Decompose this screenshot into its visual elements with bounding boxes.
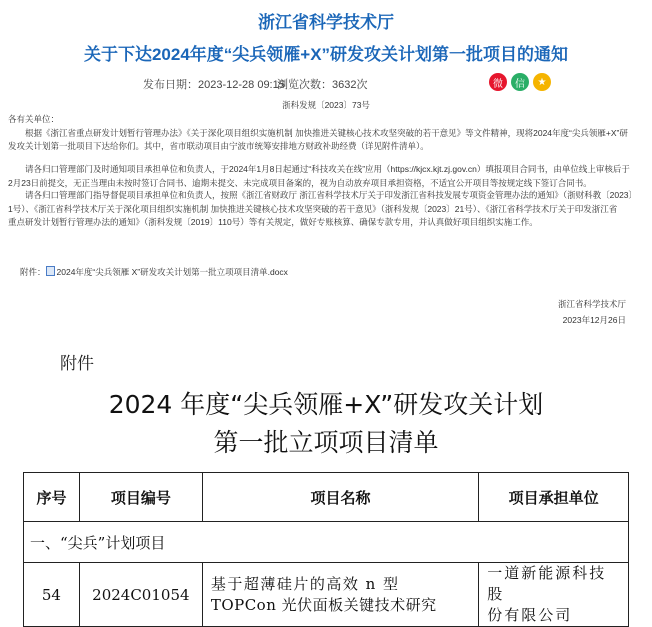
project-name-line-1: 基于超薄硅片的高效 n 型 (210, 574, 400, 593)
paragraph-2: 请各归口管理部门及时通知项目承担单位和负责人，于2024年1月8日起通过“科技攻关在线”应用（https://kjcx.kjt.zj.gov.cn）填报项目合同书，由单位线上审核后于2月23日前提交，无正当理由未按时签订合同书、逾期未提交、未完成项目备案的，视为自动放弃项目承担资格，不适宜公开项目等按规定线下签订合同书。 (8, 164, 630, 188)
publish-value: 2023-12-28 09:15 (198, 79, 285, 91)
publish-label: 发布日期： (143, 79, 198, 91)
project-unit-line-2: 份有限公司 (487, 606, 573, 624)
weibo-share-icon[interactable]: 微 (489, 73, 507, 91)
section-row (24, 522, 629, 563)
project-unit-line-1: 一道新能源科技股 (487, 564, 607, 603)
attachment-heading: 附件 (60, 354, 94, 374)
table-header-row (24, 473, 629, 522)
column-header-name: 项目名称 (202, 473, 478, 522)
row-number: 54 (24, 563, 80, 627)
docx-file-icon (46, 266, 55, 276)
view-count (277, 76, 367, 92)
favorite-icon[interactable]: ★ (533, 73, 551, 91)
attachment-title-line-1: 2024 年度“尖兵领雁+X”研发攻关计划 (108, 390, 544, 419)
section-title: 一、“尖兵”计划项目 (24, 522, 629, 563)
notice-body-intro (8, 113, 634, 154)
attachment-line (20, 266, 288, 278)
project-name (202, 563, 478, 627)
attachment-link[interactable]: 2024年度“尖兵领雁 X”研发攻关计划第一批立项项目清单.docx (56, 267, 288, 277)
paragraph-3-line-1: 请各归口管理部门指导督促项目承担单位和负责人，按照《浙江省财政厅 浙江省科学技术厅关于印发浙江省科技发展专项资金管理办法的通知》（浙财科教〔2023〕 (25, 190, 638, 200)
paragraph-3 (8, 189, 638, 230)
views-value: 3632次 (332, 79, 368, 91)
project-unit (479, 563, 629, 627)
attachment-label: 附件： (20, 267, 46, 277)
page-title: 关于下达2024年度“尖兵领雁+X”研发攻关计划第一批项目的通知 (83, 45, 569, 64)
signature-date: 2023年12月26日 (562, 315, 626, 325)
salutation: 各有关单位： (8, 114, 60, 124)
signature-org: 浙江省科学技术厅 (557, 299, 626, 309)
attachment-title-line-2: 第一批立项项目清单 (213, 428, 439, 457)
department-name: 浙江省科学技术厅 (258, 13, 394, 32)
project-name-line-2: TOPCon 光伏面板关键技术研究 (210, 595, 437, 614)
document-number: 浙科发规〔2023〕73号 (282, 100, 370, 110)
paragraph-3-line-2: 1号）、《浙江省科学技术厅关于深化项目组织实施机制 加快推进关键核心技术攻坚突破的若干意见》（浙科发规〔2023〕21号）、《浙江省科学技术厅关于印发浙江省 (8, 203, 618, 214)
table-row (24, 563, 629, 627)
paragraph-1: 根据《浙江省重点研发计划暂行管理办法》《关于深化项目组织实施机制 加快推进关键核心技术攻坚突破的若干意见》等文件精神，现将2024年度“尖兵领雁+X”研发攻关计划第一批项目下达给你们。其中，省市联动项目由宁波市统筹安排地方财政补助经费（详见附件清单）。 (8, 127, 628, 151)
wechat-share-icon[interactable]: 信 (511, 73, 529, 91)
project-table (23, 472, 629, 627)
column-header-code: 项目编号 (79, 473, 202, 522)
column-header-unit: 项目承担单位 (479, 473, 629, 522)
column-header-no: 序号 (24, 473, 80, 522)
project-code: 2024C01054 (79, 563, 202, 627)
views-label: 浏览次数： (277, 79, 332, 91)
paragraph-3-line-3: 重点研发计划暂行管理办法的通知》（浙科发规〔2019〕110号）等有关规定，做好专账核算、确保专款专用，并认真做好项目组织实施工作。 (8, 217, 538, 227)
publish-date (143, 76, 285, 92)
